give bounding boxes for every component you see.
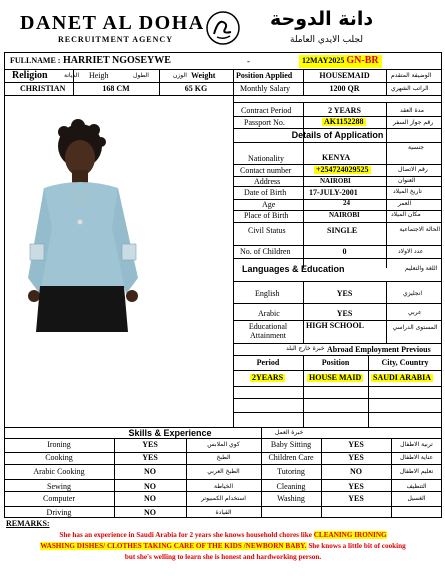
- birthplace-label: Place of Birth: [244, 211, 289, 220]
- english-label-ar: انجليزي: [403, 290, 423, 297]
- english-label: English: [255, 289, 280, 298]
- dob-label: Date of Birth: [244, 188, 287, 197]
- company-name-ar: دانة الدوحة: [270, 8, 374, 30]
- religion-value: CHRISTIAN: [20, 84, 66, 93]
- address-label: Address: [254, 177, 281, 186]
- weight-value: 65 KG: [184, 84, 208, 93]
- children-label-ar: عدد الاولاد: [398, 248, 424, 255]
- skill-washing-value: YES: [348, 494, 364, 503]
- passport-value: AK1152288: [324, 117, 364, 126]
- skill-computer-value: NO: [144, 494, 156, 503]
- skills-title-ar: خبرة العمل: [275, 429, 304, 436]
- skill-children-care-value: YES: [348, 453, 364, 462]
- skill-cooking-label: Cooking: [45, 453, 73, 462]
- company-tagline-ar: لجلب الايدي العاملة: [290, 35, 363, 45]
- birthplace-value: NAIROBI: [329, 211, 360, 219]
- skill-ironing-label: Ironing: [47, 440, 71, 449]
- reference-code: GN-BR: [346, 55, 379, 66]
- passport-label: Passport No.: [244, 118, 285, 127]
- languages-title: Languages & Education: [242, 264, 345, 274]
- remarks-highlight-2: WASHING DISHES/ CLOTHES TAKING CARE OF THE KIDS /NEWBORN BABY.: [40, 542, 307, 550]
- languages-title-ar: اللغة والتعليم: [405, 265, 438, 272]
- weight-label-ar: الوزن: [173, 72, 187, 79]
- remarks-part-2: She knows a little bit of cooking: [306, 542, 406, 550]
- contract-label-ar: مدة العقد: [400, 107, 424, 114]
- remarks-part-1: She has an experience in Saudi Arabia for 2 years she knows household chores like: [59, 531, 314, 539]
- company-tagline-en: RECRUITMENT AGENCY: [58, 35, 173, 44]
- weight-label: Weight: [191, 71, 216, 80]
- dob-label-ar: تاريخ الميلاد: [393, 188, 422, 195]
- children-label: No. of Children: [240, 247, 291, 256]
- arabic-label-ar: عربي: [408, 309, 422, 316]
- height-label-ar: الطول: [133, 72, 149, 79]
- skill-sewing-value: NO: [144, 482, 156, 491]
- name-dash: -: [247, 56, 250, 66]
- education-label: Educational Attainment: [248, 322, 288, 341]
- employment-period: 2YEARS: [252, 373, 284, 382]
- skill-cooking-ar: الطبخ: [216, 454, 231, 461]
- period-header: Period: [256, 358, 280, 367]
- reference-badge: [299, 55, 382, 68]
- employment-position: HOUSE MAID: [309, 373, 362, 382]
- civil-status-label-ar: الحالة الاجتماعية: [399, 226, 440, 233]
- skill-arabic-cooking-value: NO: [144, 467, 156, 476]
- employment-title: Abroad Employment Previous: [327, 345, 431, 354]
- fullname-label: FULLNAME :: [10, 56, 61, 65]
- education-value: HIGH SCHOOL: [306, 321, 365, 330]
- skill-baby-sitting-label: Baby Sitting: [270, 440, 312, 449]
- skill-children-care-label: Children Care: [268, 453, 314, 462]
- arabic-label: Arabic: [258, 309, 280, 318]
- skill-ironing-value: YES: [142, 440, 158, 449]
- religion-label: Religion: [12, 70, 48, 81]
- skill-baby-sitting-value: YES: [348, 440, 364, 449]
- applicant-name: HARRIET NGOSEYWE: [63, 55, 171, 66]
- nationality-value: KENYA: [322, 153, 351, 162]
- salary-value: 1200 QR: [329, 84, 360, 93]
- salary-label-ar: الراتب الشهري: [391, 85, 429, 92]
- position-header: Position: [321, 358, 350, 367]
- skill-cleaning-value: YES: [348, 482, 364, 491]
- skill-tutoring-ar: تعليم الاطفال: [399, 468, 434, 475]
- contract-label: Contract Period: [241, 106, 292, 115]
- position-label: Position Applied: [236, 71, 293, 80]
- skill-washing-ar: الغسيل: [407, 495, 426, 502]
- civil-status-value: SINGLE: [327, 226, 358, 235]
- skill-tutoring-value: NO: [350, 467, 362, 476]
- skill-driving-label: Driving: [46, 508, 72, 517]
- religion-label-ar: الديانة: [64, 72, 80, 79]
- skills-title: Skills & Experience: [128, 428, 212, 438]
- company-name-en: DANET AL DOHA: [20, 12, 205, 34]
- remarks-highlight-1: CLEANING IRONING: [313, 531, 387, 539]
- applicant-photo: [22, 118, 150, 332]
- dob-value: 17-JULY-2001: [309, 188, 358, 197]
- remarks-label: REMARKS:: [6, 519, 50, 528]
- agency-logo: [205, 10, 241, 46]
- age-label: Age: [262, 200, 276, 209]
- age-value: 24: [343, 199, 350, 207]
- position-value: HOUSEMAID: [319, 71, 370, 80]
- education-label-ar: المستوى الدراسي: [392, 324, 438, 331]
- contact-label-ar: رقم الاتصال: [398, 166, 428, 173]
- height-label: Heigh: [89, 71, 109, 80]
- skill-driving-ar: القيادة: [215, 509, 232, 516]
- address-value: NAIROBI: [320, 177, 351, 185]
- place-header: City, Country: [381, 358, 429, 367]
- skill-cooking-value: YES: [142, 453, 158, 462]
- age-label-ar: العمر: [398, 200, 412, 207]
- address-label-ar: العنوان: [398, 177, 416, 184]
- employment-place: SAUDI ARABIA: [373, 373, 432, 382]
- skill-computer-ar: استخدام الكمبيوتر: [201, 495, 246, 502]
- arabic-value: YES: [336, 309, 353, 318]
- passport-label-ar: رقم جواز السفر: [393, 119, 434, 126]
- position-label-ar: الوضيفة المتقدم: [391, 72, 432, 79]
- nationality-label-ar: جنسية: [408, 144, 424, 151]
- skill-sewing-ar: الخياطة: [214, 483, 233, 490]
- birthplace-label-ar: مكان الميلاد: [391, 211, 421, 218]
- civil-status-label: Civil Status: [248, 226, 286, 235]
- employment-title-ar: خبرة خارج البلد: [286, 345, 325, 352]
- skill-children-care-ar: عناية الاطفال: [399, 454, 434, 461]
- children-value: 0: [342, 247, 347, 256]
- reference-date: 12MAY2025: [302, 56, 345, 65]
- skill-arabic-cooking-label: Arabic Cooking: [33, 467, 85, 476]
- skill-computer-label: Computer: [43, 494, 75, 503]
- english-value: YES: [336, 289, 353, 298]
- skill-ironing-ar: كوي الملابس: [207, 441, 240, 448]
- nationality-label: Nationality: [248, 154, 284, 163]
- skill-driving-value: NO: [144, 508, 156, 517]
- contact-value: +254724029525: [316, 165, 369, 174]
- skill-arabic-cooking-ar: الطبخ العربي: [207, 468, 240, 475]
- remarks-text: [4, 530, 442, 563]
- remarks-part-3: but she's welling to learn she is honest and hardworking person.: [124, 553, 322, 561]
- skill-baby-sitting-ar: تربية الاطفال: [400, 441, 433, 448]
- contract-value: 2 YEARS: [328, 106, 361, 115]
- details-title: Details of Application: [291, 130, 384, 140]
- contact-label: Contact number: [240, 166, 292, 175]
- skill-cleaning-ar: التنظيف: [406, 483, 427, 490]
- skill-washing-label: Washing: [277, 494, 305, 503]
- salary-label: Monthly Salary: [240, 84, 290, 93]
- skill-cleaning-label: Cleaning: [276, 482, 306, 491]
- height-value: 168 CM: [102, 84, 130, 93]
- skill-sewing-label: Sewing: [47, 482, 71, 491]
- skill-tutoring-label: Tutoring: [277, 467, 305, 476]
